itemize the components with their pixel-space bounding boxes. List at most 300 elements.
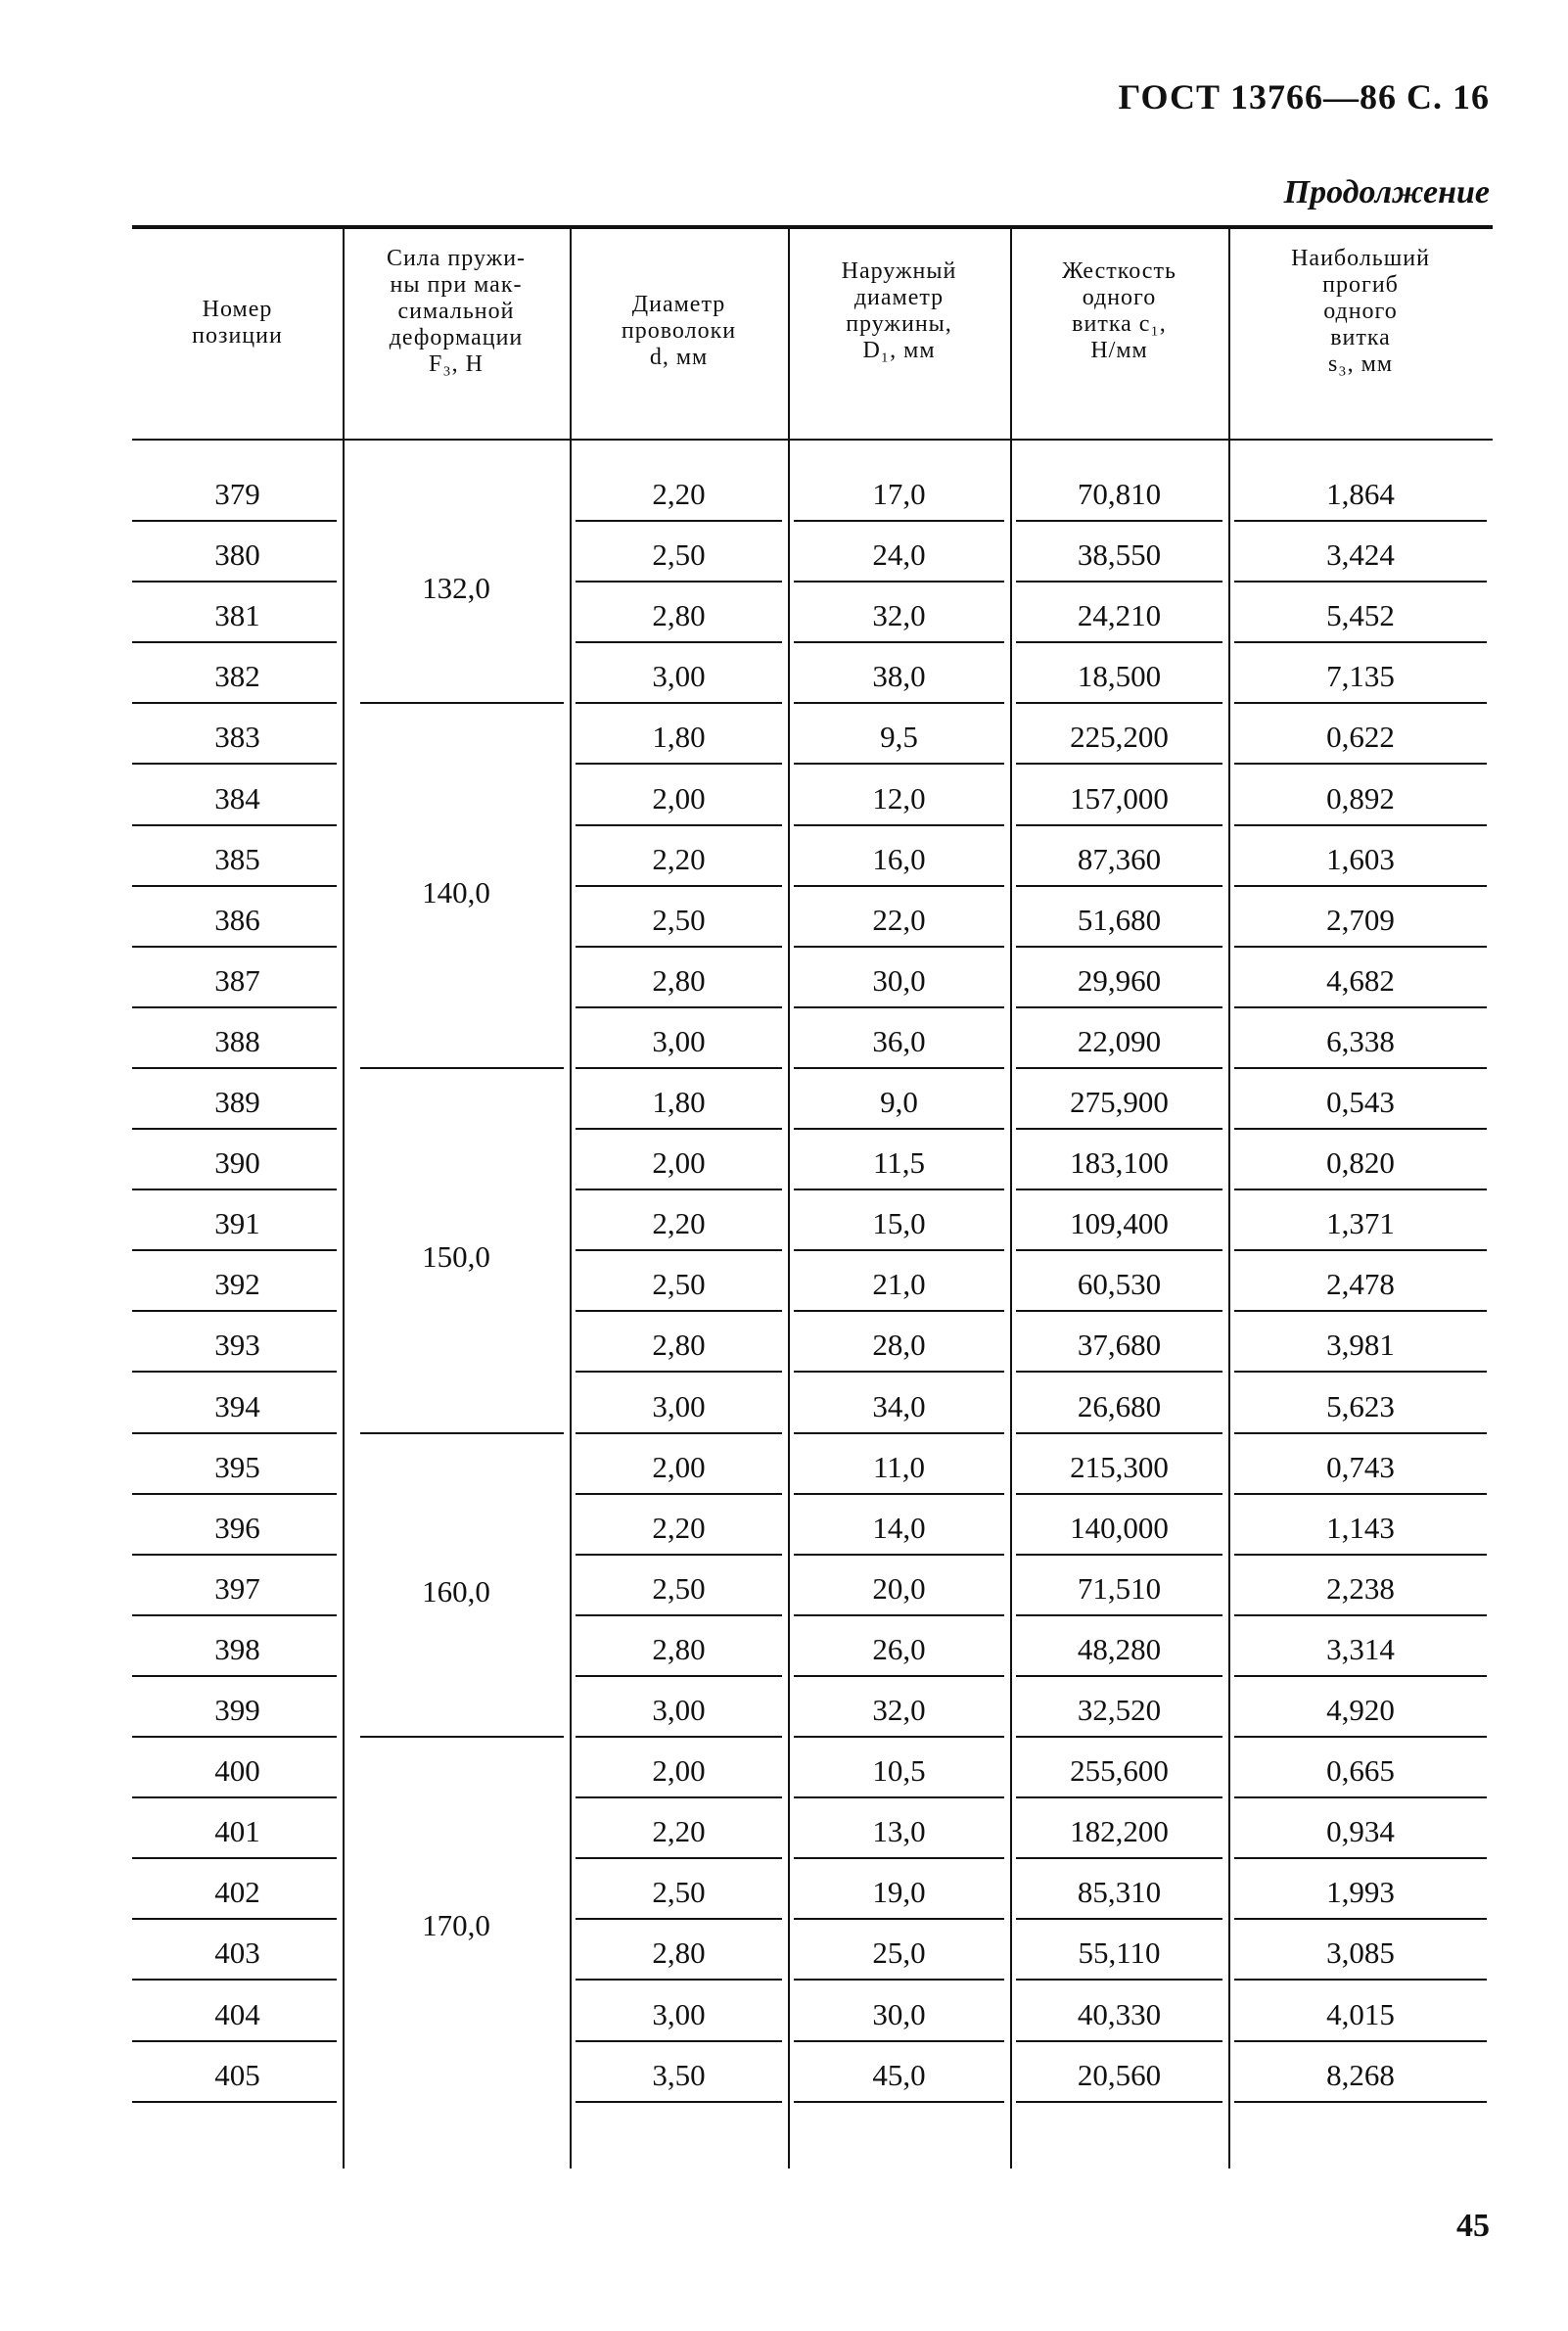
row-underline bbox=[794, 1675, 1004, 1677]
table-cell: 3,50 bbox=[652, 2057, 706, 2092]
row-underline bbox=[794, 1979, 1004, 1981]
table-cell: 399 bbox=[214, 1693, 260, 1727]
table-cell: 32,0 bbox=[872, 598, 926, 633]
row-underline bbox=[576, 1432, 782, 1434]
table-cell: 215,300 bbox=[1070, 1449, 1169, 1484]
table-cell: 5,452 bbox=[1326, 598, 1395, 633]
row-underline bbox=[1234, 1189, 1487, 1190]
table-cell: 140,000 bbox=[1070, 1510, 1169, 1545]
row-underline bbox=[132, 1128, 337, 1130]
column-header-line: пружины, bbox=[846, 311, 952, 337]
table-cell: 394 bbox=[214, 1388, 260, 1423]
table-cell: 34,0 bbox=[872, 1388, 926, 1423]
table-cell: 0,622 bbox=[1326, 720, 1395, 755]
table-cell: 403 bbox=[214, 1935, 260, 1971]
row-underline bbox=[132, 1918, 337, 1920]
table-cell: 384 bbox=[214, 780, 260, 816]
row-underline bbox=[132, 1371, 337, 1373]
table-cell: 18,500 bbox=[1077, 659, 1162, 694]
row-underline bbox=[1234, 763, 1487, 765]
table-cell: 385 bbox=[214, 841, 260, 876]
row-underline bbox=[794, 885, 1004, 887]
table-cell: 3,00 bbox=[652, 659, 706, 694]
row-underline bbox=[794, 1128, 1004, 1130]
row-underline bbox=[576, 1128, 782, 1130]
table-cell: 391 bbox=[214, 1206, 260, 1241]
column-header bbox=[794, 258, 1004, 364]
row-underline bbox=[576, 2101, 782, 2103]
column-header-line: одного bbox=[1323, 298, 1398, 324]
row-underline bbox=[1016, 2101, 1222, 2103]
column-header-line: витка c₁, bbox=[1072, 311, 1167, 337]
row-underline bbox=[794, 1736, 1004, 1738]
row-underline bbox=[1016, 1128, 1222, 1130]
column-header-line: Жесткость bbox=[1062, 258, 1176, 284]
row-underline bbox=[576, 581, 782, 583]
table-cell: 1,143 bbox=[1326, 1510, 1395, 1545]
table-cell: 2,80 bbox=[652, 1935, 706, 1971]
row-underline bbox=[1016, 885, 1222, 887]
row-underline bbox=[576, 763, 782, 765]
row-underline bbox=[1016, 946, 1222, 948]
table-cell: 2,20 bbox=[652, 1510, 706, 1545]
row-underline bbox=[1234, 1979, 1487, 1981]
row-underline bbox=[1234, 1918, 1487, 1920]
row-underline bbox=[1016, 824, 1222, 826]
row-underline bbox=[794, 1006, 1004, 1008]
column-header-line: F₃, Н bbox=[428, 350, 484, 377]
row-underline bbox=[794, 1310, 1004, 1312]
table-cell: 3,314 bbox=[1326, 1631, 1395, 1666]
row-underline bbox=[576, 1857, 782, 1859]
table-cell: 2,20 bbox=[652, 477, 706, 511]
table-cell: 28,0 bbox=[872, 1328, 926, 1363]
table-cell: 398 bbox=[214, 1631, 260, 1666]
row-underline bbox=[576, 702, 782, 704]
row-underline bbox=[1016, 1067, 1222, 1069]
column-header-line: D₁, мм bbox=[862, 338, 936, 363]
row-underline bbox=[794, 1493, 1004, 1495]
table-cell: 275,900 bbox=[1070, 1085, 1169, 1119]
row-underline bbox=[1016, 1796, 1222, 1798]
table-cell: 26,680 bbox=[1077, 1388, 1162, 1423]
row-underline bbox=[1016, 1493, 1222, 1495]
row-underline bbox=[132, 2040, 337, 2042]
table-cell: 386 bbox=[214, 902, 260, 937]
table-cell: 225,200 bbox=[1070, 720, 1169, 755]
table-cell: 17,0 bbox=[872, 477, 926, 511]
row-underline bbox=[1234, 1249, 1487, 1251]
column-header-line: Сила пружи- bbox=[386, 245, 527, 271]
table-cell: 24,0 bbox=[872, 537, 926, 573]
table-cell: 30,0 bbox=[872, 962, 926, 998]
table-cell: 21,0 bbox=[872, 1267, 926, 1302]
column-divider bbox=[570, 225, 572, 2168]
table-cell: 2,00 bbox=[652, 780, 706, 816]
row-underline bbox=[132, 1432, 337, 1434]
row-underline bbox=[1234, 1006, 1487, 1008]
row-underline bbox=[132, 1554, 337, 1556]
table-cell: 2,50 bbox=[652, 1875, 706, 1910]
row-underline bbox=[576, 1371, 782, 1373]
table-cell: 22,090 bbox=[1077, 1023, 1162, 1058]
table-cell: 4,920 bbox=[1326, 1693, 1395, 1727]
table-cell: 24,210 bbox=[1077, 598, 1162, 633]
table-cell: 3,00 bbox=[652, 1023, 706, 1058]
row-underline bbox=[794, 520, 1004, 522]
column-header-line: диаметр bbox=[853, 285, 945, 310]
row-underline bbox=[132, 702, 337, 704]
column-header-line: Диаметр bbox=[631, 291, 726, 317]
table-cell: 388 bbox=[214, 1023, 260, 1058]
table-cell: 1,993 bbox=[1326, 1875, 1395, 1910]
column-header-line: прогиб bbox=[1322, 271, 1399, 298]
table-cell: 0,543 bbox=[1326, 1085, 1395, 1119]
row-underline bbox=[1016, 581, 1222, 583]
force-group-divider bbox=[360, 1736, 564, 1738]
row-underline bbox=[1016, 641, 1222, 643]
table-cell: 0,820 bbox=[1326, 1145, 1395, 1181]
row-underline bbox=[1016, 1371, 1222, 1373]
row-underline bbox=[132, 1675, 337, 1677]
column-header-line: Н/мм bbox=[1090, 338, 1148, 363]
table-cell: 2,478 bbox=[1326, 1267, 1395, 1302]
table-cell: 8,268 bbox=[1326, 2057, 1395, 2092]
column-header-line: позиции bbox=[192, 323, 283, 349]
force-group-value: 132,0 bbox=[422, 571, 490, 606]
row-underline bbox=[576, 1249, 782, 1251]
row-underline bbox=[1016, 1614, 1222, 1616]
row-underline bbox=[1234, 641, 1487, 643]
table-cell: 25,0 bbox=[872, 1935, 926, 1971]
table-cell: 393 bbox=[214, 1328, 260, 1363]
row-underline bbox=[132, 1796, 337, 1798]
table-cell: 157,000 bbox=[1070, 780, 1169, 816]
table-cell: 401 bbox=[214, 1814, 260, 1849]
row-underline bbox=[1234, 1371, 1487, 1373]
row-underline bbox=[576, 1736, 782, 1738]
table-cell: 389 bbox=[214, 1085, 260, 1119]
row-underline bbox=[576, 1675, 782, 1677]
row-underline bbox=[794, 1554, 1004, 1556]
table-cell: 2,80 bbox=[652, 598, 706, 633]
force-group-divider bbox=[360, 1067, 564, 1069]
row-underline bbox=[576, 1006, 782, 1008]
table-cell: 3,00 bbox=[652, 1693, 706, 1727]
row-underline bbox=[576, 885, 782, 887]
table-cell: 2,00 bbox=[652, 1753, 706, 1789]
table-cell: 0,892 bbox=[1326, 780, 1395, 816]
table-cell: 3,00 bbox=[652, 1388, 706, 1423]
row-underline bbox=[1016, 1857, 1222, 1859]
row-underline bbox=[576, 1614, 782, 1616]
row-underline bbox=[1016, 1249, 1222, 1251]
table-cell: 2,50 bbox=[652, 537, 706, 573]
row-underline bbox=[1234, 1310, 1487, 1312]
table-cell: 2,20 bbox=[652, 1814, 706, 1849]
table-cell: 70,810 bbox=[1077, 477, 1162, 511]
row-underline bbox=[132, 885, 337, 887]
table-cell: 2,50 bbox=[652, 1267, 706, 1302]
table-cell: 405 bbox=[214, 2057, 260, 2092]
row-underline bbox=[1016, 520, 1222, 522]
table-cell: 22,0 bbox=[872, 902, 926, 937]
table-cell: 32,0 bbox=[872, 1693, 926, 1727]
row-underline bbox=[1234, 1067, 1487, 1069]
table-cell: 71,510 bbox=[1077, 1570, 1162, 1606]
row-underline bbox=[1016, 702, 1222, 704]
row-underline bbox=[1234, 2101, 1487, 2103]
table-cell: 2,50 bbox=[652, 1570, 706, 1606]
table-cell: 7,135 bbox=[1326, 659, 1395, 694]
table-cell: 1,80 bbox=[652, 720, 706, 755]
row-underline bbox=[1234, 1493, 1487, 1495]
table-cell: 3,424 bbox=[1326, 537, 1395, 573]
row-underline bbox=[576, 824, 782, 826]
table-cell: 15,0 bbox=[872, 1206, 926, 1241]
row-underline bbox=[1016, 763, 1222, 765]
table-cell: 19,0 bbox=[872, 1875, 926, 1910]
table-cell: 1,864 bbox=[1326, 477, 1395, 511]
table-cell: 55,110 bbox=[1078, 1935, 1161, 1971]
table-cell: 51,680 bbox=[1077, 902, 1162, 937]
table-cell: 395 bbox=[214, 1449, 260, 1484]
force-group-value: 150,0 bbox=[422, 1239, 490, 1275]
row-underline bbox=[1234, 581, 1487, 583]
row-underline bbox=[1016, 1189, 1222, 1190]
table-cell: 0,665 bbox=[1326, 1753, 1395, 1789]
column-divider bbox=[1010, 225, 1012, 2168]
force-group-divider bbox=[360, 702, 564, 704]
row-underline bbox=[794, 1918, 1004, 1920]
table-cell: 1,603 bbox=[1326, 841, 1395, 876]
row-underline bbox=[794, 1189, 1004, 1190]
table-cell: 0,743 bbox=[1326, 1449, 1395, 1484]
row-underline bbox=[132, 1736, 337, 1738]
row-underline bbox=[132, 1189, 337, 1190]
row-underline bbox=[132, 1310, 337, 1312]
row-underline bbox=[132, 1614, 337, 1616]
column-header-line: s₃, мм bbox=[1327, 350, 1394, 377]
table-cell: 0,934 bbox=[1326, 1814, 1395, 1849]
table-cell: 10,5 bbox=[872, 1753, 926, 1789]
row-underline bbox=[794, 702, 1004, 704]
column-header-line: ны при мак- bbox=[390, 271, 523, 298]
table-cell: 382 bbox=[214, 659, 260, 694]
table-cell: 2,709 bbox=[1326, 902, 1395, 937]
row-underline bbox=[132, 1857, 337, 1859]
row-underline bbox=[1234, 1614, 1487, 1616]
row-underline bbox=[1234, 946, 1487, 948]
column-divider bbox=[343, 225, 345, 2168]
table-cell: 85,310 bbox=[1077, 1875, 1162, 1910]
table-cell: 12,0 bbox=[872, 780, 926, 816]
table-cell: 392 bbox=[214, 1267, 260, 1302]
table-cell: 2,20 bbox=[652, 841, 706, 876]
column-header-line: d, мм bbox=[649, 344, 709, 370]
row-underline bbox=[576, 946, 782, 948]
row-underline bbox=[132, 520, 337, 522]
row-underline bbox=[576, 1493, 782, 1495]
table-cell: 404 bbox=[214, 1996, 260, 2031]
column-header bbox=[1016, 258, 1222, 364]
continuation-label: Продолжение bbox=[1283, 174, 1490, 210]
table-cell: 390 bbox=[214, 1145, 260, 1181]
table-cell: 2,20 bbox=[652, 1206, 706, 1241]
row-underline bbox=[576, 2040, 782, 2042]
row-underline bbox=[1234, 1432, 1487, 1434]
table-cell: 37,680 bbox=[1077, 1328, 1162, 1363]
table-cell: 11,5 bbox=[872, 1145, 926, 1181]
table-cell: 16,0 bbox=[872, 841, 926, 876]
row-underline bbox=[1234, 1554, 1487, 1556]
column-header-line: витка bbox=[1330, 324, 1391, 350]
table-cell: 38,0 bbox=[872, 659, 926, 694]
row-underline bbox=[1234, 1128, 1487, 1130]
document-reference: ГОСТ 13766—86 С. 16 bbox=[1118, 77, 1490, 117]
table-cell: 3,981 bbox=[1326, 1328, 1395, 1363]
table-cell: 2,00 bbox=[652, 1145, 706, 1181]
row-underline bbox=[1234, 1675, 1487, 1677]
table-cell: 14,0 bbox=[872, 1510, 926, 1545]
force-group-divider bbox=[360, 1432, 564, 1434]
table-cell: 26,0 bbox=[872, 1631, 926, 1666]
row-underline bbox=[794, 2101, 1004, 2103]
table-cell: 381 bbox=[214, 598, 260, 633]
row-underline bbox=[576, 520, 782, 522]
row-underline bbox=[132, 1067, 337, 1069]
row-underline bbox=[132, 824, 337, 826]
row-underline bbox=[576, 1918, 782, 1920]
column-header bbox=[348, 246, 564, 378]
column-header-line: симальной bbox=[397, 298, 515, 324]
column-header-line: деформации bbox=[389, 324, 524, 350]
table-cell: 3,085 bbox=[1326, 1935, 1395, 1971]
table-top-border bbox=[132, 225, 1493, 229]
table-cell: 36,0 bbox=[872, 1023, 926, 1058]
table-cell: 11,0 bbox=[872, 1449, 926, 1484]
table-cell: 20,0 bbox=[872, 1570, 926, 1606]
row-underline bbox=[576, 1310, 782, 1312]
force-group-value: 140,0 bbox=[422, 874, 490, 909]
table-cell: 38,550 bbox=[1077, 537, 1162, 573]
table-cell: 4,682 bbox=[1326, 962, 1395, 998]
row-underline bbox=[1234, 1796, 1487, 1798]
table-cell: 402 bbox=[214, 1875, 260, 1910]
row-underline bbox=[1016, 1979, 1222, 1981]
row-underline bbox=[1016, 2040, 1222, 2042]
column-header-line: проволоки bbox=[621, 317, 737, 344]
column-header-line: одного bbox=[1082, 285, 1157, 310]
row-underline bbox=[794, 1249, 1004, 1251]
row-underline bbox=[794, 1614, 1004, 1616]
table-cell: 6,338 bbox=[1326, 1023, 1395, 1058]
table-cell: 2,50 bbox=[652, 902, 706, 937]
row-underline bbox=[132, 2101, 337, 2103]
table-cell: 60,530 bbox=[1077, 1267, 1162, 1302]
table-cell: 5,623 bbox=[1326, 1388, 1395, 1423]
row-underline bbox=[1234, 885, 1487, 887]
table-cell: 183,100 bbox=[1070, 1145, 1169, 1181]
column-header bbox=[576, 292, 782, 371]
column-divider bbox=[788, 225, 790, 2168]
table-cell: 9,5 bbox=[880, 720, 918, 755]
table-cell: 400 bbox=[214, 1753, 260, 1789]
table-cell: 379 bbox=[214, 477, 260, 511]
column-header-line: Наибольший bbox=[1291, 245, 1430, 271]
row-underline bbox=[794, 824, 1004, 826]
table-cell: 29,960 bbox=[1077, 962, 1162, 998]
table-cell: 2,80 bbox=[652, 962, 706, 998]
row-underline bbox=[794, 1432, 1004, 1434]
table-cell: 30,0 bbox=[872, 1996, 926, 2031]
table-cell: 2,80 bbox=[652, 1631, 706, 1666]
table-cell: 20,560 bbox=[1077, 2057, 1162, 2092]
row-underline bbox=[794, 641, 1004, 643]
row-underline bbox=[794, 1796, 1004, 1798]
table-cell: 387 bbox=[214, 962, 260, 998]
table-cell: 9,0 bbox=[880, 1085, 918, 1119]
page-number: 45 bbox=[1456, 2208, 1490, 2244]
table-cell: 2,238 bbox=[1326, 1570, 1395, 1606]
table-cell: 87,360 bbox=[1077, 841, 1162, 876]
column-header bbox=[1234, 246, 1487, 378]
table-cell: 380 bbox=[214, 537, 260, 573]
table-cell: 48,280 bbox=[1077, 1631, 1162, 1666]
table-cell: 255,600 bbox=[1070, 1753, 1169, 1789]
table-cell: 13,0 bbox=[872, 1814, 926, 1849]
row-underline bbox=[1016, 1310, 1222, 1312]
row-underline bbox=[132, 763, 337, 765]
table-cell: 1,371 bbox=[1326, 1206, 1395, 1241]
row-underline bbox=[794, 581, 1004, 583]
row-underline bbox=[794, 2040, 1004, 2042]
table-cell: 396 bbox=[214, 1510, 260, 1545]
column-header bbox=[138, 297, 337, 350]
row-underline bbox=[576, 1189, 782, 1190]
table-cell: 109,400 bbox=[1070, 1206, 1169, 1241]
row-underline bbox=[132, 1006, 337, 1008]
table-cell: 40,330 bbox=[1077, 1996, 1162, 2031]
table-cell: 383 bbox=[214, 720, 260, 755]
force-group-value: 160,0 bbox=[422, 1573, 490, 1608]
table-cell: 182,200 bbox=[1070, 1814, 1169, 1849]
row-underline bbox=[576, 1554, 782, 1556]
row-underline bbox=[794, 1371, 1004, 1373]
row-underline bbox=[1016, 1736, 1222, 1738]
row-underline bbox=[132, 946, 337, 948]
row-underline bbox=[794, 1067, 1004, 1069]
row-underline bbox=[794, 763, 1004, 765]
row-underline bbox=[132, 1979, 337, 1981]
row-underline bbox=[1234, 1736, 1487, 1738]
column-divider bbox=[1228, 225, 1230, 2168]
table-cell: 3,00 bbox=[652, 1996, 706, 2031]
row-underline bbox=[576, 1067, 782, 1069]
row-underline bbox=[1234, 2040, 1487, 2042]
row-underline bbox=[1234, 1857, 1487, 1859]
force-group-value: 170,0 bbox=[422, 1908, 490, 1943]
row-underline bbox=[576, 641, 782, 643]
row-underline bbox=[1016, 1918, 1222, 1920]
row-underline bbox=[1234, 702, 1487, 704]
column-header-line: Номер bbox=[202, 297, 273, 322]
column-header-line: Наружный bbox=[841, 258, 957, 284]
row-underline bbox=[576, 1979, 782, 1981]
row-underline bbox=[1016, 1432, 1222, 1434]
row-underline bbox=[132, 1493, 337, 1495]
row-underline bbox=[1234, 824, 1487, 826]
